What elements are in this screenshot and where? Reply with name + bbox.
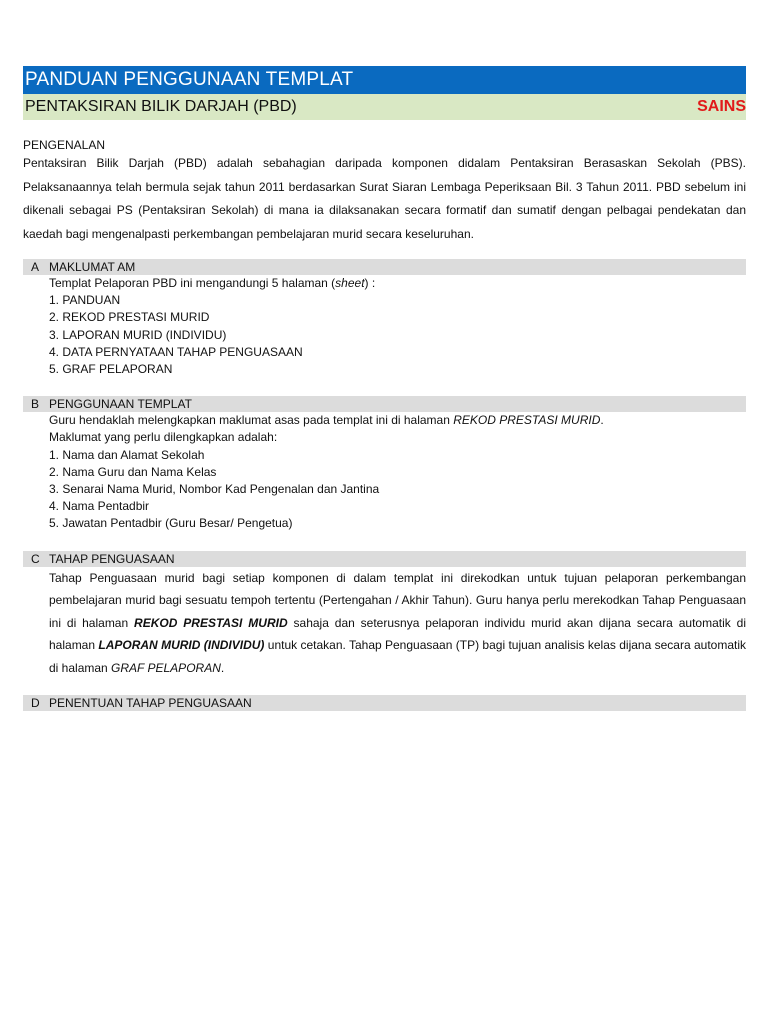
list-item: 2. Nama Guru dan Nama Kelas <box>49 464 217 479</box>
section-c-italic-3: GRAF PELAPORAN <box>111 660 221 675</box>
list-item: 3. LAPORAN MURID (INDIVIDU) <box>49 327 227 342</box>
list-item: 4. Nama Pentadbir <box>49 499 150 514</box>
list-item: 1. PANDUAN <box>49 293 121 308</box>
section-a-intro-text: Templat Pelaporan PBD ini mengandungi 5 halaman ( <box>49 276 336 290</box>
section-d-heading: PENENTUAN TAHAP PENGUASAAN <box>49 696 252 711</box>
section-c-header <box>23 551 746 567</box>
section-d-letter: D <box>31 696 40 711</box>
section-b-line1 <box>49 412 746 429</box>
section-b-letter: B <box>31 397 40 412</box>
intro-section <box>23 138 746 246</box>
section-c-letter: C <box>31 551 40 566</box>
page-subtitle: PENTAKSIRAN BILIK DARJAH (PBD) <box>25 98 297 115</box>
section-c-italic-1: REKOD PRESTASI MURID <box>134 615 288 630</box>
section-b-line1-italic: REKOD PRESTASI MURID <box>453 413 601 428</box>
intro-heading: PENGENALAN <box>23 138 106 152</box>
section-a-intro <box>49 275 746 292</box>
section-d-header <box>23 695 746 711</box>
section-b-line1-end: . <box>600 413 604 428</box>
section-a-heading: MAKLUMAT AM <box>49 260 136 274</box>
list-item: 5. Jawatan Pentadbir (Guru Besar/ Pengetua) <box>49 516 293 531</box>
section-b <box>23 396 746 532</box>
section-a-letter: A <box>31 260 40 274</box>
document-page <box>23 66 746 711</box>
section-c <box>23 551 746 680</box>
section-c-body <box>23 567 746 680</box>
section-b-body <box>23 412 746 532</box>
section-c-text-2: sahaja dan seterusnya pelaporan individu murid akan dijana secara automatik di halaman <box>49 615 747 653</box>
subject-label: SAINS <box>697 98 746 115</box>
section-a-intro-end: ) : <box>364 276 376 290</box>
section-c-text-1: Tahap Penguasaan murid bagi setiap komponen di dalam templat ini direkodkan untuk tujuan pelaporan perkembangan pembelajaran murid bagi sesuatu tempoh tertentu (Pertengahan / Akhir Tahun). Guru hanya perlu merekodkan Tahap Penguasaan ini di halaman <box>49 570 746 630</box>
title-bar <box>23 66 746 94</box>
section-d <box>23 695 746 711</box>
section-b-line1-text: Guru hendaklah melengkapkan maklumat asas pada templat ini di halaman <box>49 413 454 428</box>
page-title: PANDUAN PENGGUNAAN TEMPLAT <box>25 69 354 90</box>
list-item: 1. Nama dan Alamat Sekolah <box>49 447 205 462</box>
section-c-italic-2: LAPORAN MURID (INDIVIDU) <box>98 638 265 653</box>
list-item: 5. GRAF PELAPORAN <box>49 362 173 377</box>
list-item: 3. Senarai Nama Murid, Nombor Kad Pengenalan dan Jantina <box>49 482 380 497</box>
section-b-heading: PENGGUNAAN TEMPLAT <box>49 397 192 412</box>
section-c-text-3: untuk cetakan. Tahap Penguasaan (TP) bagi tujuan analisis kelas dijana secara automatik di halaman <box>49 638 746 675</box>
section-c-text-4: . <box>220 660 225 675</box>
section-b-line2: Maklumat yang perlu dilengkapkan adalah: <box>49 430 278 445</box>
section-b-header <box>23 396 746 412</box>
section-c-paragraph <box>49 567 746 680</box>
subtitle-bar <box>23 94 746 120</box>
section-a <box>23 259 746 378</box>
section-a-header <box>23 259 746 275</box>
section-c-heading: TAHAP PENGUASAAN <box>49 551 175 566</box>
list-item: 4. DATA PERNYATAAN TAHAP PENGUASAAN <box>49 344 303 359</box>
intro-paragraph: Pentaksiran Bilik Darjah (PBD) adalah sebahagian daripada komponen didalam Pentaksiran Berasaskan Sekolah (PBS). Pelaksanaannya telah bermula sejak tahun 2011 berdasarkan Surat Siaran Lembaga Peperiksaan Bil. 3 Tahun 2011. PBD sebelum ini dikenali sebagai PS (Pentaksiran Sekolah) di mana ia dilaksanakan secara formatif dan sumatif dengan pelbagai pendekatan dan kaedah bagi mengenalpasti perkembangan pembelajaran murid secara keseluruhan. <box>23 156 746 241</box>
section-a-body <box>23 275 746 378</box>
section-a-intro-italic: sheet <box>335 276 365 290</box>
list-item: 2. REKOD PRESTASI MURID <box>49 310 210 325</box>
